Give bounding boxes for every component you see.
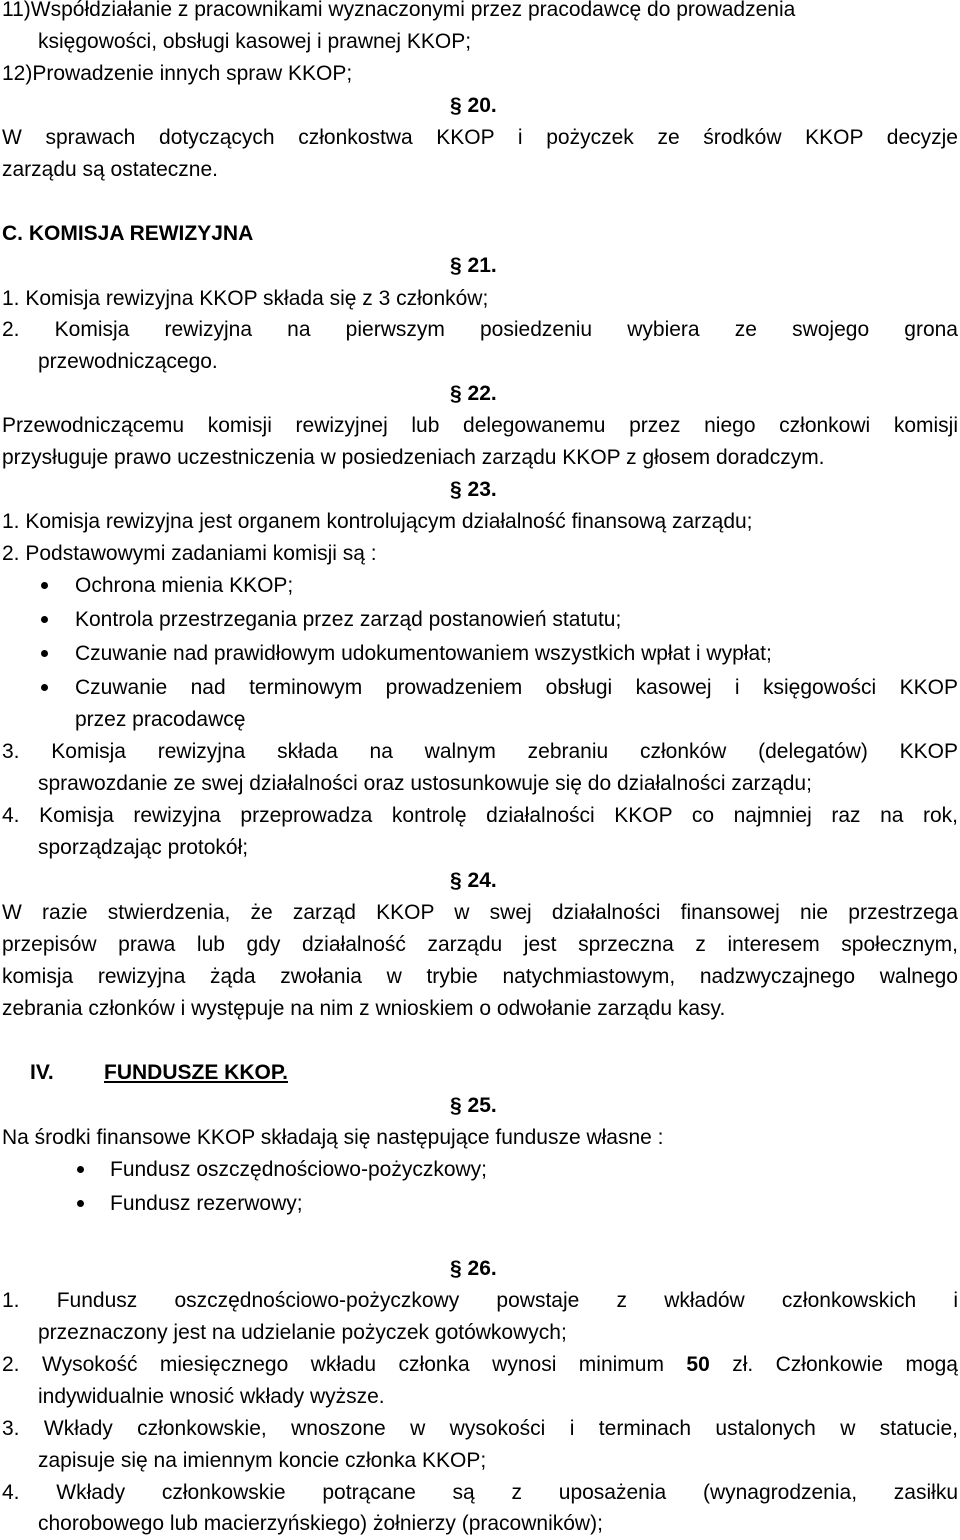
section-24-text-line3: komisja rewizyjna żąda zwołania w trybie natychmiastowym, nadzwyczajnego walnego (2, 965, 958, 988)
bullet-icon (41, 616, 48, 623)
section-25-text: Na środki finansowe KKOP składają się następujące fundusze własne : (2, 1126, 664, 1149)
section-22-heading: § 22. (450, 382, 497, 405)
bullet-icon (41, 650, 48, 657)
section-23-bullet-4-line1: Czuwanie nad terminowym prowadzeniem obsługi kasowej i księgowości KKOP (75, 676, 958, 699)
section-20-text-line2: zarządu są ostateczne. (2, 158, 218, 181)
bullet-icon (77, 1200, 84, 1207)
section-25-heading: § 25. (450, 1094, 497, 1117)
section-23-bullet-4-line2: przez pracodawcę (75, 708, 246, 731)
paragraph-sign-icon: § (450, 478, 462, 501)
bullet-icon (77, 1166, 84, 1173)
section-21-heading: § 21. (450, 254, 497, 277)
section-20-heading: § 20. (450, 94, 497, 117)
paragraph-sign-icon: § (450, 254, 462, 277)
section-26-item-1-line2: przeznaczony jest na udzielanie pożyczek gotówkowych; (38, 1321, 567, 1344)
minimum-amount: 50 (686, 1353, 710, 1376)
section-24-text-line4: zebrania członków i występuje na nim z wnioskiem o odwołanie zarządu kasy. (2, 997, 726, 1020)
section-26-item-4-line2: chorobowego lub macierzyńskiego) żołnierzy (pracowników); (38, 1512, 603, 1535)
paragraph-sign-icon: § (450, 382, 462, 405)
section-23-item-3-line1: 3. Komisja rewizyjna składa na walnym zebraniu członków (delegatów) KKOP (2, 740, 958, 763)
section-21-item-2-line1: 2. Komisja rewizyjna na pierwszym posiedzeniu wybiera ze swojego grona (2, 318, 958, 341)
section-26-heading: § 26. (450, 1257, 497, 1280)
section-26-item-2-line1: 2. Wysokość miesięcznego wkładu członka wynosi minimum 50 zł. Członkowie mogą (2, 1353, 958, 1376)
list-item-11-line1: 11)Współdziałanie z pracownikami wyznaczonymi przez pracodawcę do prowadzenia (2, 0, 796, 21)
section-23-heading: § 23. (450, 478, 497, 501)
list-item-11-line2: księgowości, obsługi kasowej i prawnej KKOP; (38, 30, 472, 53)
section-23-item-4-line2: sporządzając protokół; (38, 836, 249, 859)
section-24-text-line1: W razie stwierdzenia, że zarząd KKOP w swej działalności finansowej nie przestrzega (2, 901, 958, 924)
paragraph-sign-icon: § (450, 1094, 462, 1117)
section-23-bullet-1: Ochrona mienia KKOP; (75, 574, 294, 597)
section-23-bullet-2: Kontrola przestrzegania przez zarząd postanowień statutu; (75, 608, 622, 631)
section-26-item-3-line2: zapisuje się na imiennym koncie członka KKOP; (38, 1449, 487, 1472)
paragraph-sign-icon: § (450, 94, 462, 117)
section-22-text-line2: przysługuje prawo uczestniczenia w posiedzeniach zarządu KKOP z głosem doradczym. (2, 446, 825, 469)
section-24-heading: § 24. (450, 869, 497, 892)
section-21-item-2-line2: przewodniczącego. (38, 350, 218, 373)
section-23-item-1: 1. Komisja rewizyjna jest organem kontrolującym działalność finansową zarządu; (2, 510, 753, 533)
list-item-12: 12)Prowadzenie innych spraw KKOP; (2, 62, 353, 85)
section-26-item-3-line1: 3. Wkłady członkowskie, wnoszone w wysokości i terminach ustalonych w statucie, (2, 1417, 958, 1440)
section-25-bullet-2: Fundusz rezerwowy; (110, 1192, 303, 1215)
section-23-bullet-3: Czuwanie nad prawidłowym udokumentowaniem wszystkich wpłat i wypłat; (75, 642, 772, 665)
section-24-text-line2: przepisów prawa lub gdy działalność zarządu jest sprzeczna z interesem społecznym, (2, 933, 958, 956)
section-c-heading: C. KOMISJA REWIZYJNA (2, 222, 254, 245)
section-23-item-2: 2. Podstawowymi zadaniami komisji są : (2, 542, 377, 565)
bullet-icon (41, 684, 48, 691)
bullet-icon (41, 582, 48, 589)
section-26-item-2-line2: indywidualnie wnosić wkłady wyższe. (38, 1385, 385, 1408)
section-22-text-line1: Przewodniczącemu komisji rewizyjnej lub delegowanemu przez niego członkowi komisji (2, 414, 958, 437)
section-25-bullet-1: Fundusz oszczędnościowo-pożyczkowy; (110, 1158, 487, 1181)
chapter-iv-title: FUNDUSZE KKOP. (104, 1061, 288, 1084)
section-23-item-4-line1: 4. Komisja rewizyjna przeprowadza kontrolę działalności KKOP co najmniej raz na rok, (2, 804, 958, 827)
section-26-item-1-line1: 1. Fundusz oszczędnościowo-pożyczkowy powstaje z wkładów członkowskich i (2, 1289, 958, 1312)
paragraph-sign-icon: § (450, 1257, 462, 1280)
section-26-item-4-line1: 4. Wkłady członkowskie potrącane są z uposażenia (wynagrodzenia, zasiłku (2, 1481, 958, 1504)
paragraph-sign-icon: § (450, 869, 462, 892)
section-20-text-line1: W sprawach dotyczących członkostwa KKOP i pożyczek ze środków KKOP decyzje (2, 126, 958, 149)
chapter-iv-number: IV. (30, 1061, 54, 1084)
section-21-item-1: 1. Komisja rewizyjna KKOP składa się z 3 członków; (2, 287, 489, 310)
section-23-item-3-line2: sprawozdanie ze swej działalności oraz ustosunkowuje się do działalności zarządu; (38, 772, 812, 795)
